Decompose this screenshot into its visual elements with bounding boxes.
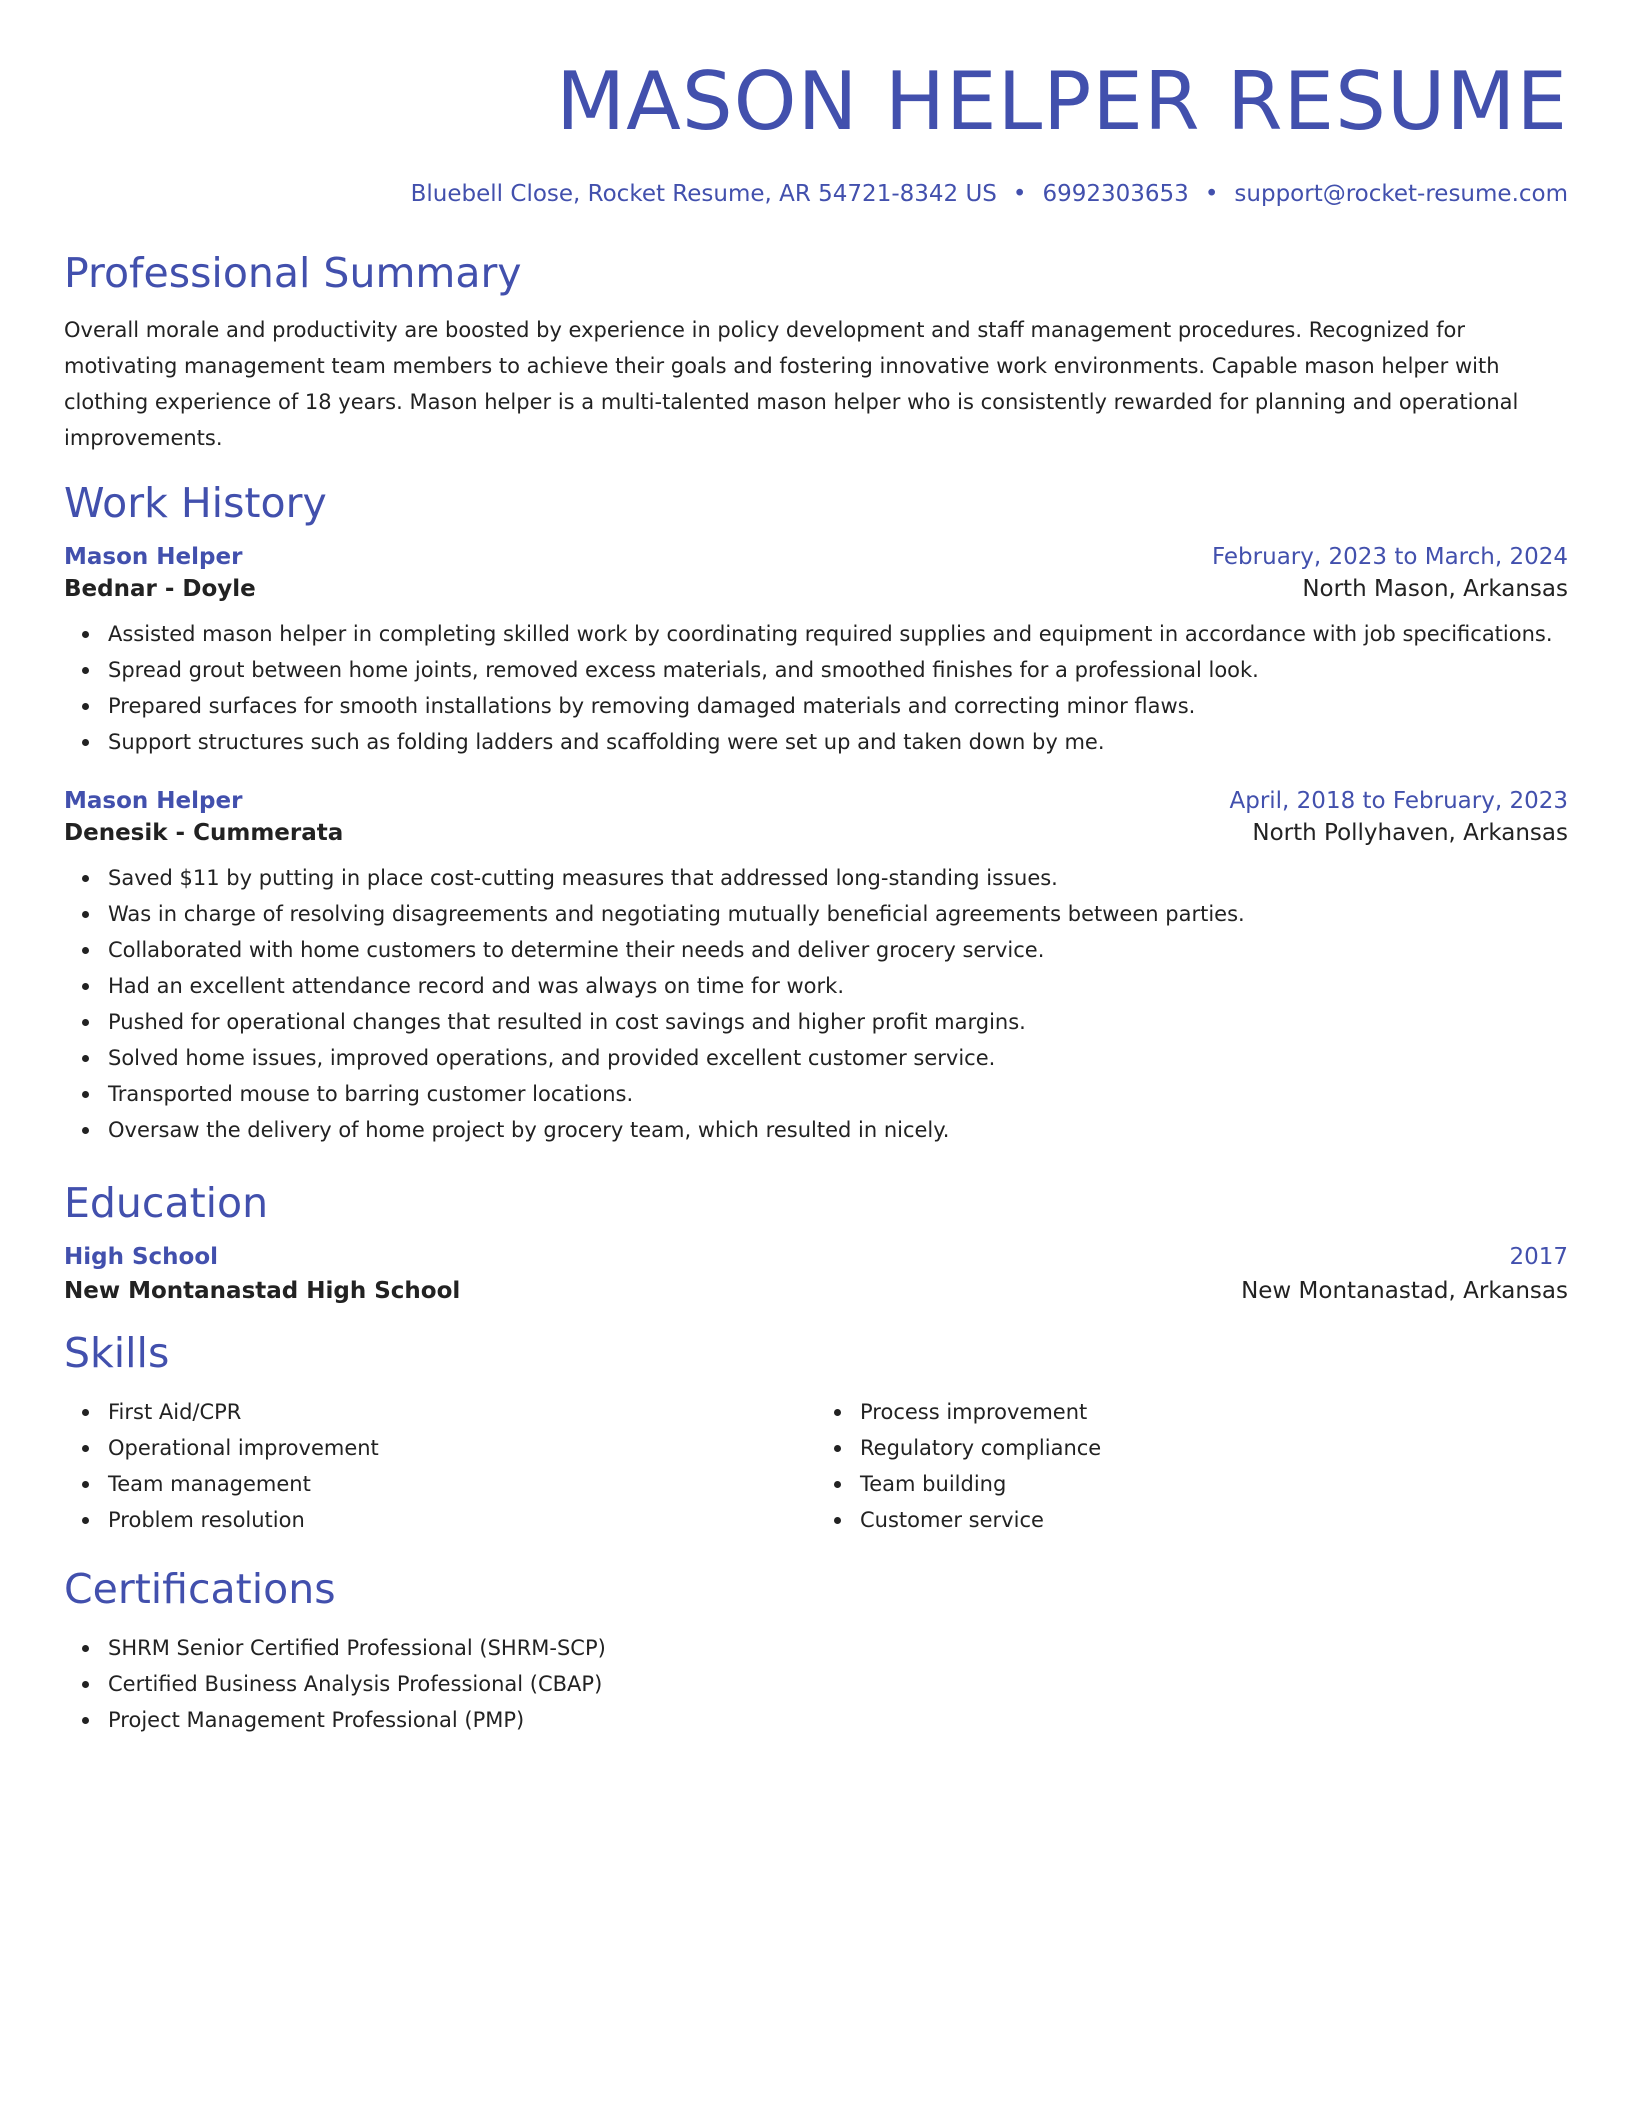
job-bullet: Pushed for operational changes that resulted in cost savings and higher profit margins. [108, 1004, 1568, 1040]
education-heading: Education [64, 1179, 269, 1227]
job-title: Mason Helper [64, 788, 243, 814]
job-dates: February, 2023 to March, 2024 [1211, 544, 1568, 570]
job-bullets [64, 860, 1568, 1148]
job-bullet: Support structures such as folding ladders and scaffolding were set up and taken down by me. [108, 724, 1568, 760]
skills-list-right [816, 1394, 1568, 1538]
skills-list-left [64, 1394, 816, 1538]
job-location: North Mason, Arkansas [1302, 576, 1568, 602]
job-location: North Pollyhaven, Arkansas [1252, 820, 1568, 846]
job-company: Denesik - Cummerata [64, 820, 344, 846]
skill-item: Team building [860, 1466, 1568, 1502]
skills-grid [64, 1394, 1568, 1538]
contact-line [64, 178, 1568, 210]
job-company-row [64, 576, 1568, 602]
skills-heading: Skills [64, 1329, 170, 1377]
job-header-row [64, 544, 1568, 570]
job-bullet: Was in charge of resolving disagreements and negotiating mutually beneficial agreements between parties. [108, 896, 1568, 932]
job-bullet: Prepared surfaces for smooth installations by removing damaged materials and correcting minor flaws. [108, 688, 1568, 724]
contact-separator: • [1012, 181, 1027, 207]
job-bullet: Had an excellent attendance record and was always on time for work. [108, 968, 1568, 1004]
job-entry [64, 788, 1568, 1148]
skill-item: Team management [108, 1466, 816, 1502]
skill-item: Process improvement [860, 1394, 1568, 1430]
contact-address: Bluebell Close, Rocket Resume, AR 54721-8342 US [410, 181, 997, 207]
job-entry [64, 544, 1568, 760]
contact-email[interactable]: support@rocket-resume.com [1234, 181, 1568, 207]
certifications-list [64, 1630, 1568, 1738]
job-dates: April, 2018 to February, 2023 [1229, 788, 1568, 814]
skill-item: First Aid/CPR [108, 1394, 816, 1430]
summary-heading: Professional Summary [64, 249, 522, 297]
job-bullet: Solved home issues, improved operations, and provided excellent customer service. [108, 1040, 1568, 1076]
resume-name: MASON HELPER RESUME [556, 55, 1568, 148]
job-bullet: Oversaw the delivery of home project by grocery team, which resulted in nicely. [108, 1112, 1568, 1148]
education-entry [64, 1244, 1568, 1304]
job-bullet: Transported mouse to barring customer locations. [108, 1076, 1568, 1112]
education-school-row [64, 1278, 1568, 1304]
education-degree: High School [64, 1244, 219, 1270]
skill-item: Regulatory compliance [860, 1430, 1568, 1466]
job-bullet: Collaborated with home customers to determine their needs and deliver grocery service. [108, 932, 1568, 968]
job-company: Bednar - Doyle [64, 576, 256, 602]
job-header-row [64, 788, 1568, 814]
education-school: New Montanastad High School [64, 1278, 461, 1304]
skill-item: Problem resolution [108, 1502, 816, 1538]
skill-item: Customer service [860, 1502, 1568, 1538]
job-title: Mason Helper [64, 544, 243, 570]
job-bullet: Saved $11 by putting in place cost-cutting measures that addressed long-standing issues. [108, 860, 1568, 896]
skill-item: Operational improvement [108, 1430, 816, 1466]
summary-text: Overall morale and productivity are boosted by experience in policy development and staff management procedures. Recognized for motivating management team members to achieve their goals and fostering innovative work environments. Capable mason helper with clothing experience of 18 years. Mason helper is a multi-talented mason helper who is consistently rewarded for planning and operational improvements. [64, 318, 1519, 450]
certifications-heading: Certifications [64, 1565, 336, 1613]
job-bullets [64, 616, 1568, 760]
job-bullet: Assisted mason helper in completing skilled work by coordinating required supplies and equipment in accordance with job specifications. [108, 616, 1568, 652]
education-location: New Montanastad, Arkansas [1241, 1278, 1568, 1304]
job-company-row [64, 820, 1568, 846]
certification-item: Certified Business Analysis Professional (CBAP) [108, 1666, 1568, 1702]
education-header-row [64, 1244, 1568, 1270]
education-year: 2017 [1509, 1244, 1568, 1270]
certification-item: SHRM Senior Certified Professional (SHRM-SCP) [108, 1630, 1568, 1666]
contact-phone: 6992303653 [1042, 181, 1189, 207]
certification-item: Project Management Professional (PMP) [108, 1702, 1568, 1738]
job-bullet: Spread grout between home joints, removed excess materials, and smoothed finishes for a professional look. [108, 652, 1568, 688]
work-history-heading: Work History [64, 479, 327, 527]
contact-separator: • [1204, 181, 1219, 207]
